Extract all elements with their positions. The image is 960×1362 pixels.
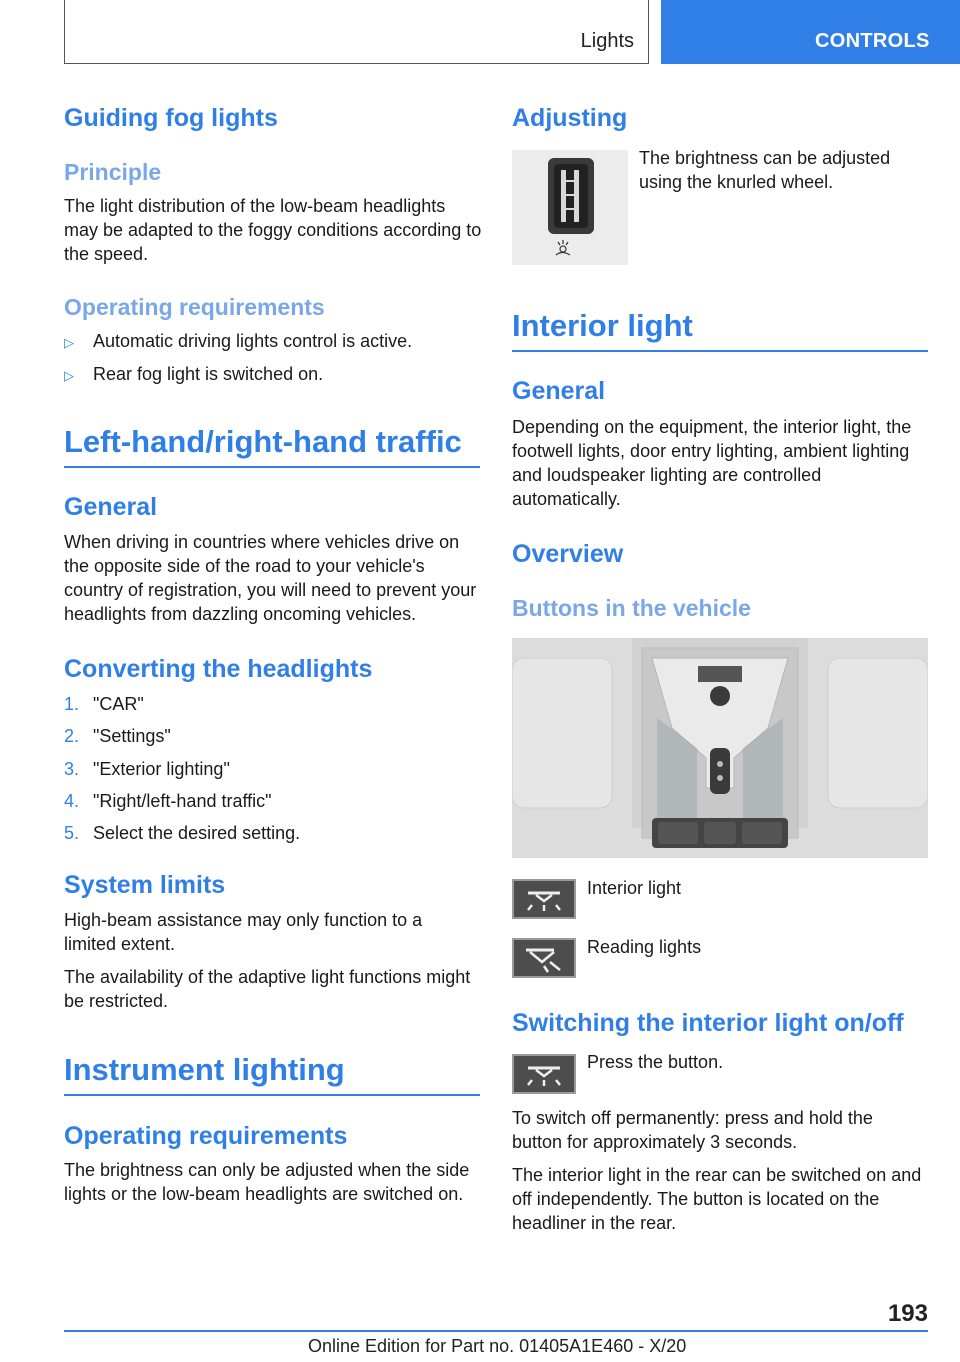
principle-text: The light distribution of the low-beam headlights may be adapted to the foggy conditions according to the speed. bbox=[64, 196, 482, 264]
switch-text-2: The interior light in the rear can be switched on and off independently. The button is located on the headliner in the rear. bbox=[512, 1165, 922, 1233]
heading-guiding-fog-lights: Guiding fog lights bbox=[64, 104, 278, 132]
interior-light-button-icon bbox=[512, 1054, 576, 1094]
heading-underline bbox=[64, 1094, 480, 1096]
heading-instrument-requirements: Operating requirements bbox=[64, 1122, 348, 1150]
heading-operating-requirements: Operating requirements bbox=[64, 294, 325, 320]
heading-converting: Converting the headlights bbox=[64, 655, 373, 683]
general-text: When driving in countries where vehicles drive on the opposite side of the road to your vehicle's country of registration, you will need to prevent your headlights from dazzling oncoming vehicles. bbox=[64, 532, 477, 624]
list-item: 5. Select the desired setting. bbox=[64, 823, 301, 843]
heading-adjusting: Adjusting bbox=[512, 104, 628, 132]
interior-light-label: Interior light bbox=[587, 878, 682, 898]
heading-underline bbox=[64, 466, 480, 468]
instrument-req-text: The brightness can only be adjusted when the side lights or the low-beam headlights are switched on. bbox=[64, 1160, 470, 1204]
limits-text-2: The availability of the adaptive light functions might be restricted. bbox=[64, 967, 471, 1011]
interior-light-icon bbox=[512, 879, 576, 919]
heading-underline bbox=[512, 350, 928, 352]
heading-general: General bbox=[64, 493, 158, 521]
heading-overview: Overview bbox=[512, 540, 624, 568]
adjusting-text: The brightness can be adjusted using the knurled wheel. bbox=[639, 148, 891, 192]
footer-edition: Online Edition for Part no. 01405A1E460 - X/20 bbox=[308, 1336, 687, 1356]
roof-console-image bbox=[512, 638, 928, 858]
list-item: ▷ Automatic driving lights control is active. bbox=[64, 329, 412, 355]
switch-press-text: Press the button. bbox=[587, 1052, 724, 1072]
list-item: 2. "Settings" bbox=[64, 726, 171, 746]
list-item: ▷ Rear fog light is switched on. bbox=[64, 362, 323, 388]
interior-general-text: Depending on the equipment, the interior light, the footwell lights, door entry lighting, ambient lighting and loudspeaker lighting are controlled automatically. bbox=[512, 417, 912, 509]
list-item: 1. "CAR" bbox=[64, 694, 144, 714]
heading-buttons-in-vehicle: Buttons in the vehicle bbox=[512, 595, 751, 621]
section-title: Lights bbox=[580, 30, 634, 52]
chapter-title: CONTROLS bbox=[815, 30, 930, 52]
reading-lights-icon bbox=[512, 938, 576, 978]
triangle-bullet-icon: ▷ bbox=[64, 335, 74, 350]
heading-principle: Principle bbox=[64, 159, 162, 185]
heading-instrument-lighting: Instrument lighting bbox=[64, 1052, 345, 1087]
reading-lights-label: Reading lights bbox=[587, 937, 702, 957]
switch-text-1: To switch off permanently: press and hold the button for approximately 3 seconds. bbox=[512, 1108, 873, 1152]
triangle-bullet-icon: ▷ bbox=[64, 368, 74, 383]
header-box bbox=[64, 0, 649, 64]
heading-traffic: Left-hand/right-hand traffic bbox=[64, 424, 462, 459]
footer-rule bbox=[64, 1330, 928, 1332]
heading-switching: Switching the interior light on/off bbox=[512, 1009, 904, 1037]
list-item: 3. "Exterior lighting" bbox=[64, 759, 230, 779]
heading-interior-light: Interior light bbox=[512, 308, 693, 343]
heading-general-right: General bbox=[512, 377, 606, 405]
limits-text-1: High-beam assistance may only function to a limited extent. bbox=[64, 910, 423, 954]
page-number: 193 bbox=[887, 1300, 928, 1327]
chapter-tab bbox=[661, 0, 960, 64]
list-item: 4. "Right/left-hand traffic" bbox=[64, 791, 272, 811]
knurled-wheel-image bbox=[512, 150, 628, 265]
heading-system-limits: System limits bbox=[64, 871, 226, 899]
